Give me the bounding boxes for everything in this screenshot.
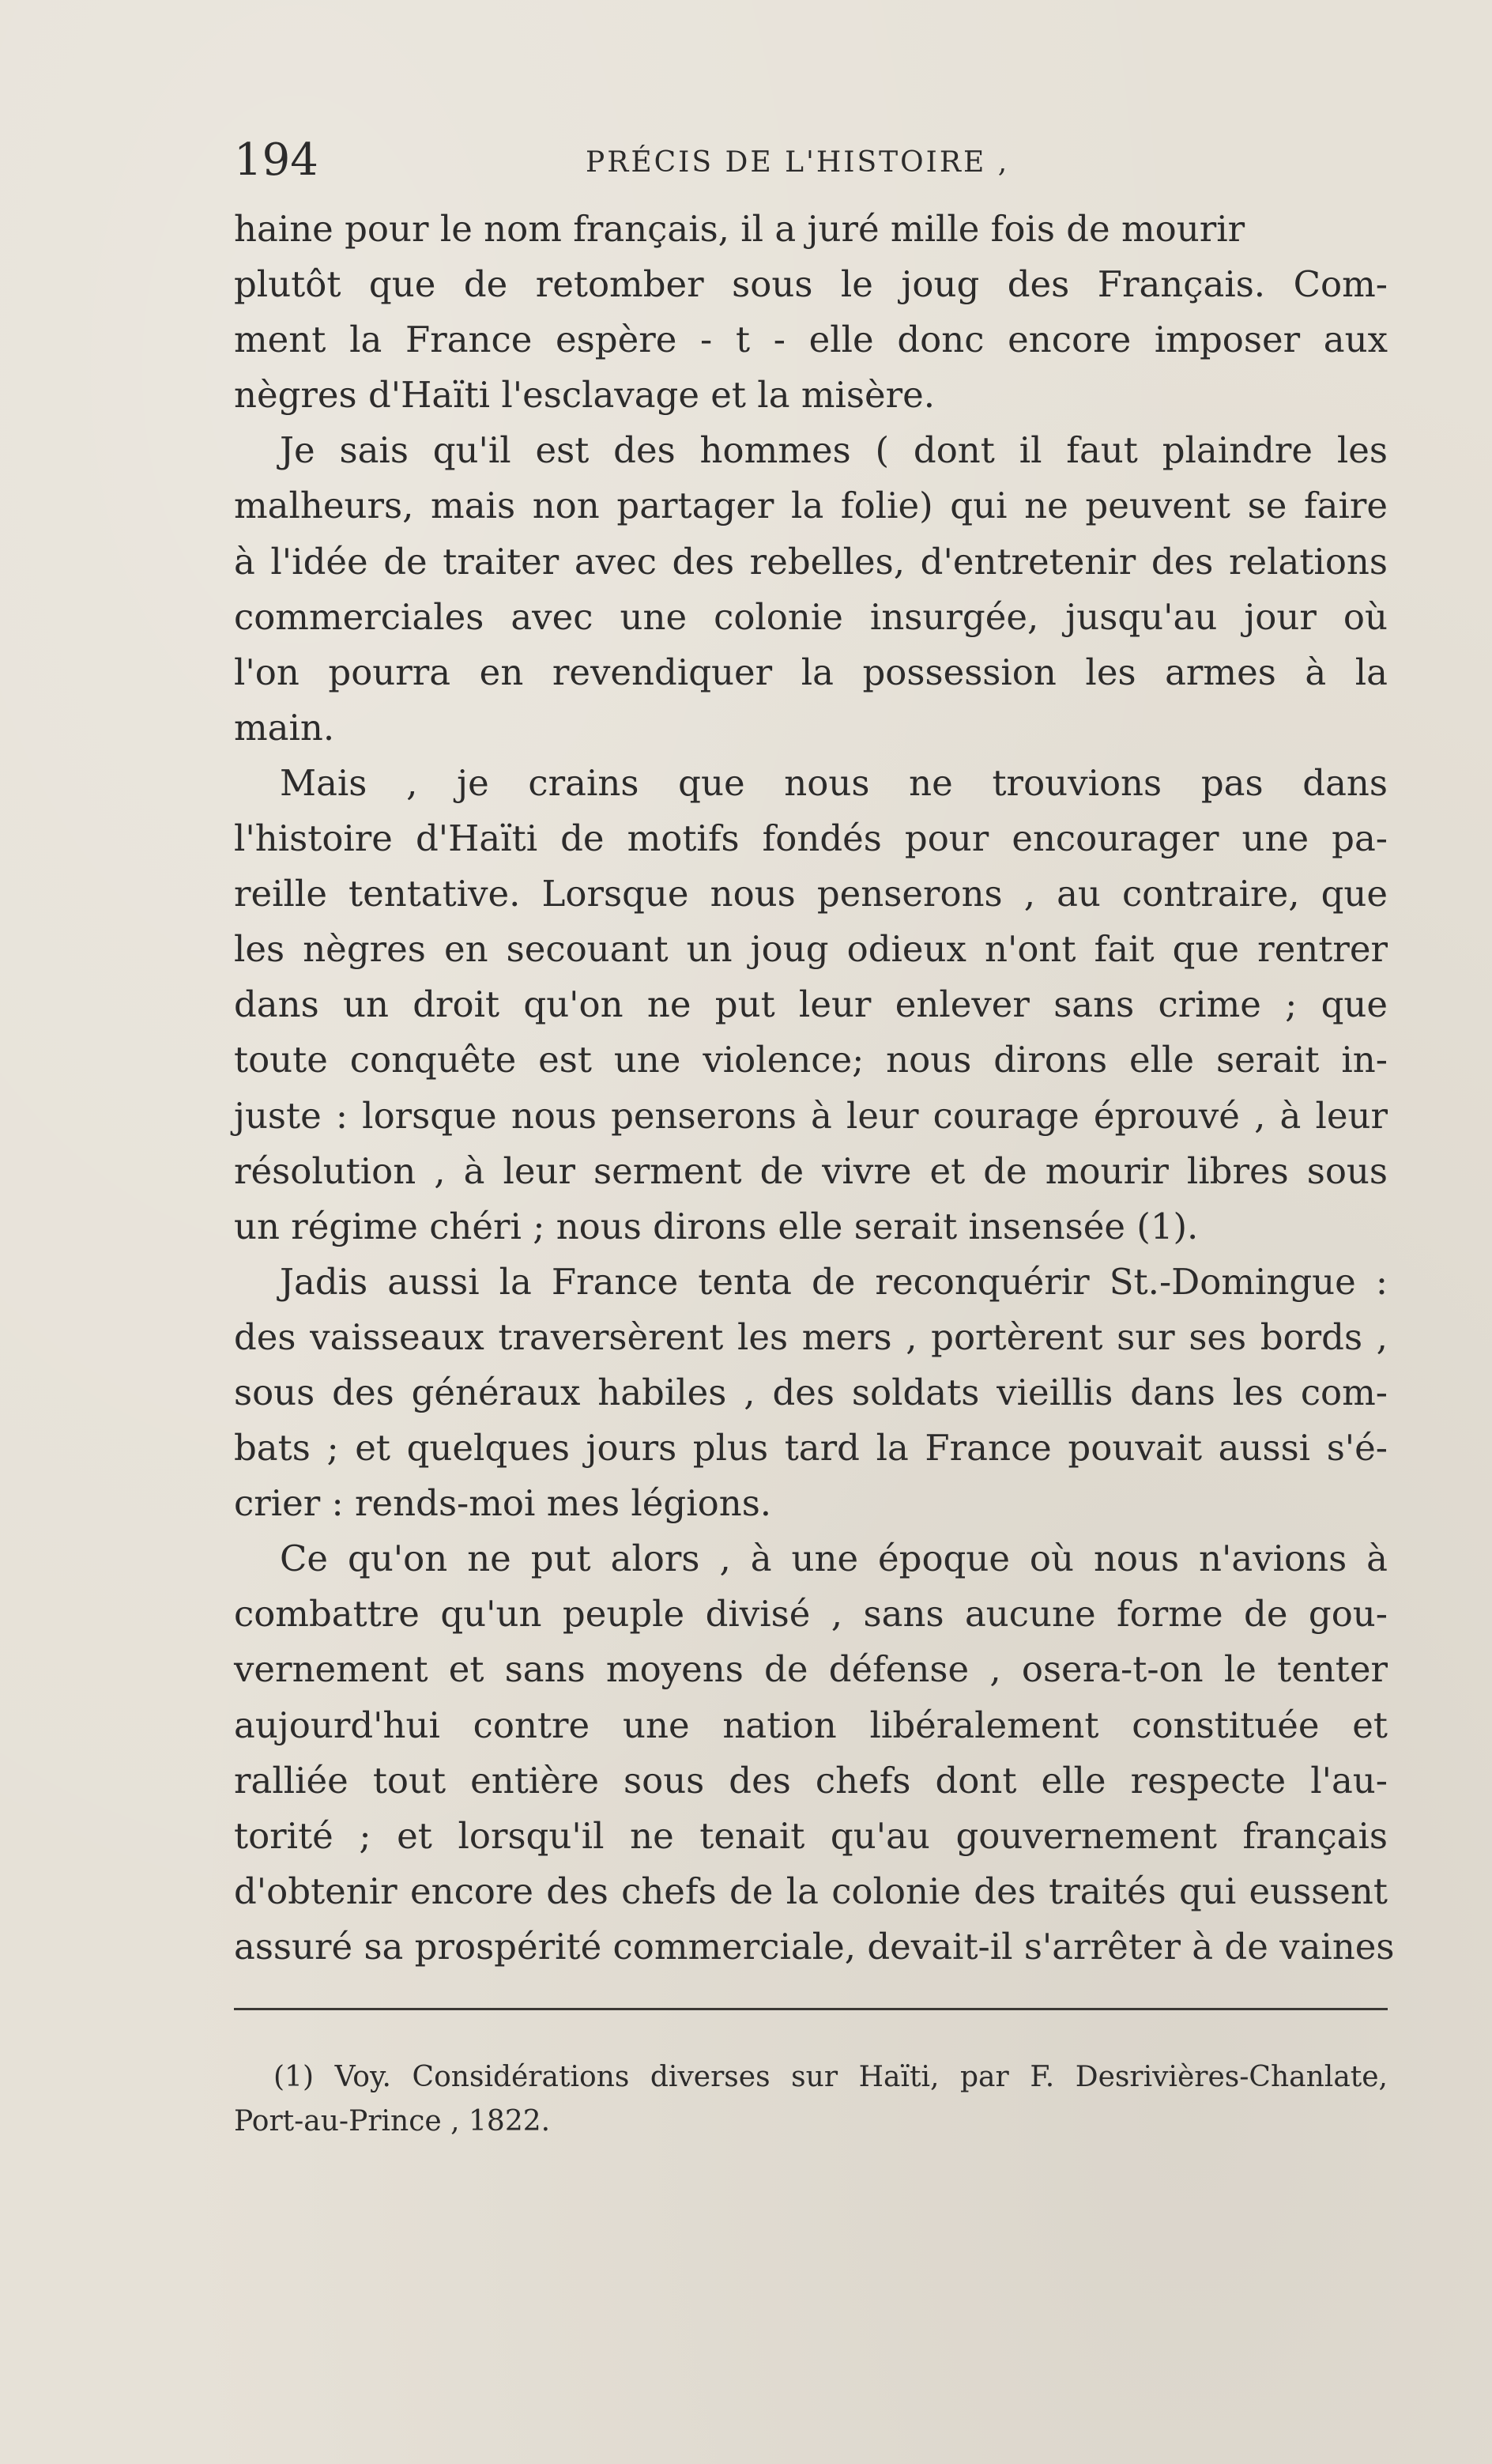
footnote-rule xyxy=(234,2008,1388,2010)
text-line: aujourd'hui contre une nation libéralement constituée et xyxy=(234,1704,1388,1746)
text-line: Jadis aussi la France tenta de reconquérir St.-Domingue : xyxy=(280,1260,1388,1303)
text-line: dans un droit qu'on ne put leur enlever sans crime ; que xyxy=(234,983,1388,1026)
text-line: reille tentative. Lorsque nous penserons , au contraire, que xyxy=(234,873,1388,915)
text-line: torité ; et lorsqu'il ne tenait qu'au gouvernement français xyxy=(234,1814,1388,1857)
text-line: nègres d'Haïti l'esclavage et la misère. xyxy=(234,374,936,417)
text-line: combattre qu'un peuple divisé , sans aucune forme de gou- xyxy=(234,1593,1388,1636)
text-line: un régime chéri ; nous dirons elle serait insensée (1). xyxy=(234,1205,1199,1247)
text-line: les nègres en secouant un joug odieux n'ont fait que rentrer xyxy=(234,928,1388,971)
text-line: toute conquête est une violence; nous dirons elle serait in- xyxy=(234,1039,1388,1081)
text-line: Je sais qu'il est des hommes ( dont il faut plaindre les xyxy=(280,429,1388,472)
footnote-line: Port-au-Prince , 1822. xyxy=(234,2105,551,2138)
text-line: vernement et sans moyens de défense , osera-t-on le tenter xyxy=(234,1648,1388,1691)
text-line: sous des généraux habiles , des soldats vieillis dans les com- xyxy=(234,1371,1388,1413)
text-line: l'on pourra en revendiquer la possession les armes à la xyxy=(234,651,1388,693)
text-line: malheurs, mais non partager la folie) qui ne peuvent se faire xyxy=(234,485,1388,527)
text-line: juste : lorsque nous penserons à leur courage éprouvé , à leur xyxy=(234,1094,1388,1137)
text-line: l'histoire d'Haïti de motifs fondés pour encourager une pa- xyxy=(234,817,1388,860)
page-header xyxy=(234,133,1388,188)
running-title: PRÉCIS DE L'HISTOIRE , xyxy=(586,146,1010,179)
text-line: bats ; et quelques jours plus tard la France pouvait aussi s'é- xyxy=(234,1427,1388,1470)
text-line: plutôt que de retomber sous le joug des Français. Com- xyxy=(234,263,1388,306)
text-line: main. xyxy=(234,706,335,749)
body-text xyxy=(234,202,1395,1975)
footnote-line: (1) Voy. Considérations diverses sur Haïti, par F. Desrivières-Chanlate, xyxy=(273,2061,1388,2093)
text-line: Mais , je crains que nous ne trouvions pas dans xyxy=(280,761,1388,804)
text-line: haine pour le nom français, il a juré mille fois de mourir xyxy=(234,208,1245,250)
page-number: 194 xyxy=(234,134,318,186)
text-line: résolution , à leur serment de vivre et de mourir libres sous xyxy=(234,1149,1388,1192)
text-line: commerciales avec une colonie insurgée, jusqu'au jour où xyxy=(234,595,1388,638)
text-line: à l'idée de traiter avec des rebelles, d'entretenir des relations xyxy=(234,540,1388,583)
text-line: Ce qu'on ne put alors , à une époque où nous n'avions à xyxy=(280,1538,1388,1580)
text-line: ment la France espère - t - elle donc encore imposer aux xyxy=(234,319,1388,361)
text-line: d'obtenir encore des chefs de la colonie des traités qui eussent xyxy=(234,1870,1388,1912)
text-line: des vaisseaux traversèrent les mers , portèrent sur ses bords , xyxy=(234,1315,1388,1358)
text-line: crier : rends-moi mes légions. xyxy=(234,1482,772,1525)
text-line: assuré sa prospérité commerciale, devait-il s'arrêter à de vaines xyxy=(234,1925,1395,1968)
footnote xyxy=(234,2055,1388,2144)
text-line: ralliée tout entière sous des chefs dont elle respecte l'au- xyxy=(234,1759,1388,1802)
